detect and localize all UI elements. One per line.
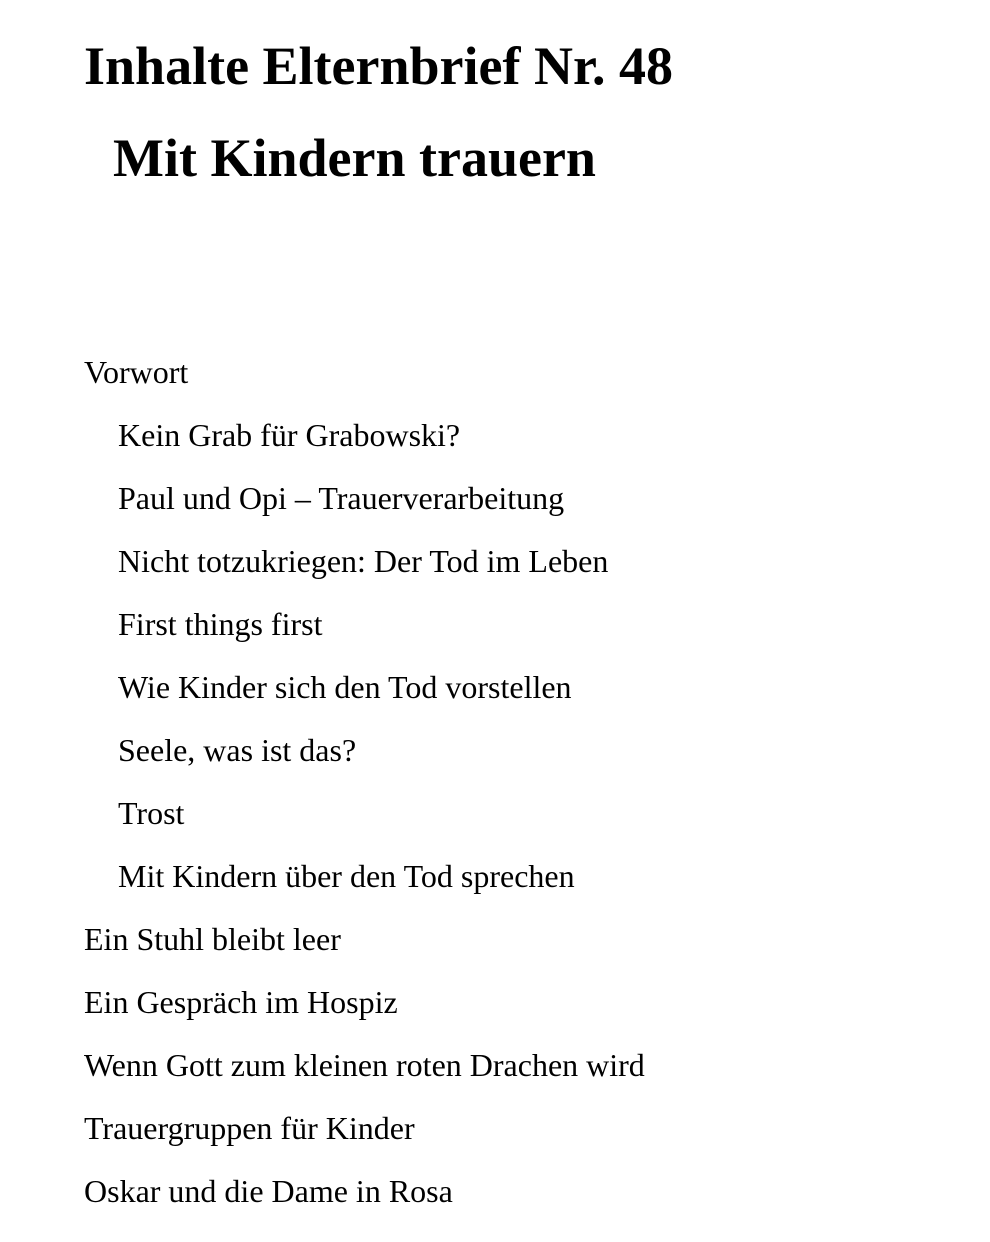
toc-item: Nicht totzukriegen: Der Tod im Leben <box>118 543 609 579</box>
toc-item: Trauergruppen für Kinder <box>84 1110 415 1146</box>
toc-item: Ein Stuhl bleibt leer <box>84 921 341 957</box>
toc-item: First things first <box>118 606 323 642</box>
toc-item: Wenn Gott zum kleinen roten Drachen wird <box>84 1047 645 1083</box>
toc-item: Wie Kinder sich den Tod vorstellen <box>118 669 572 705</box>
toc-item: Ein Gespräch im Hospiz <box>84 984 398 1020</box>
toc-item: Vorwort <box>84 354 189 390</box>
document-title: Inhalte Elternbrief Nr. 48 <box>84 36 673 96</box>
toc-item: Trost <box>118 795 185 831</box>
toc-item: Seele, was ist das? <box>118 732 357 768</box>
toc-item: Oskar und die Dame in Rosa <box>84 1173 453 1209</box>
table-of-contents <box>84 341 645 1223</box>
toc-item: Mit Kindern über den Tod sprechen <box>118 858 575 894</box>
toc-item: Paul und Opi – Trauerverarbeitung <box>118 480 565 516</box>
document-subtitle: Mit Kindern trauern <box>113 128 596 188</box>
toc-item: Kein Grab für Grabowski? <box>118 417 461 453</box>
